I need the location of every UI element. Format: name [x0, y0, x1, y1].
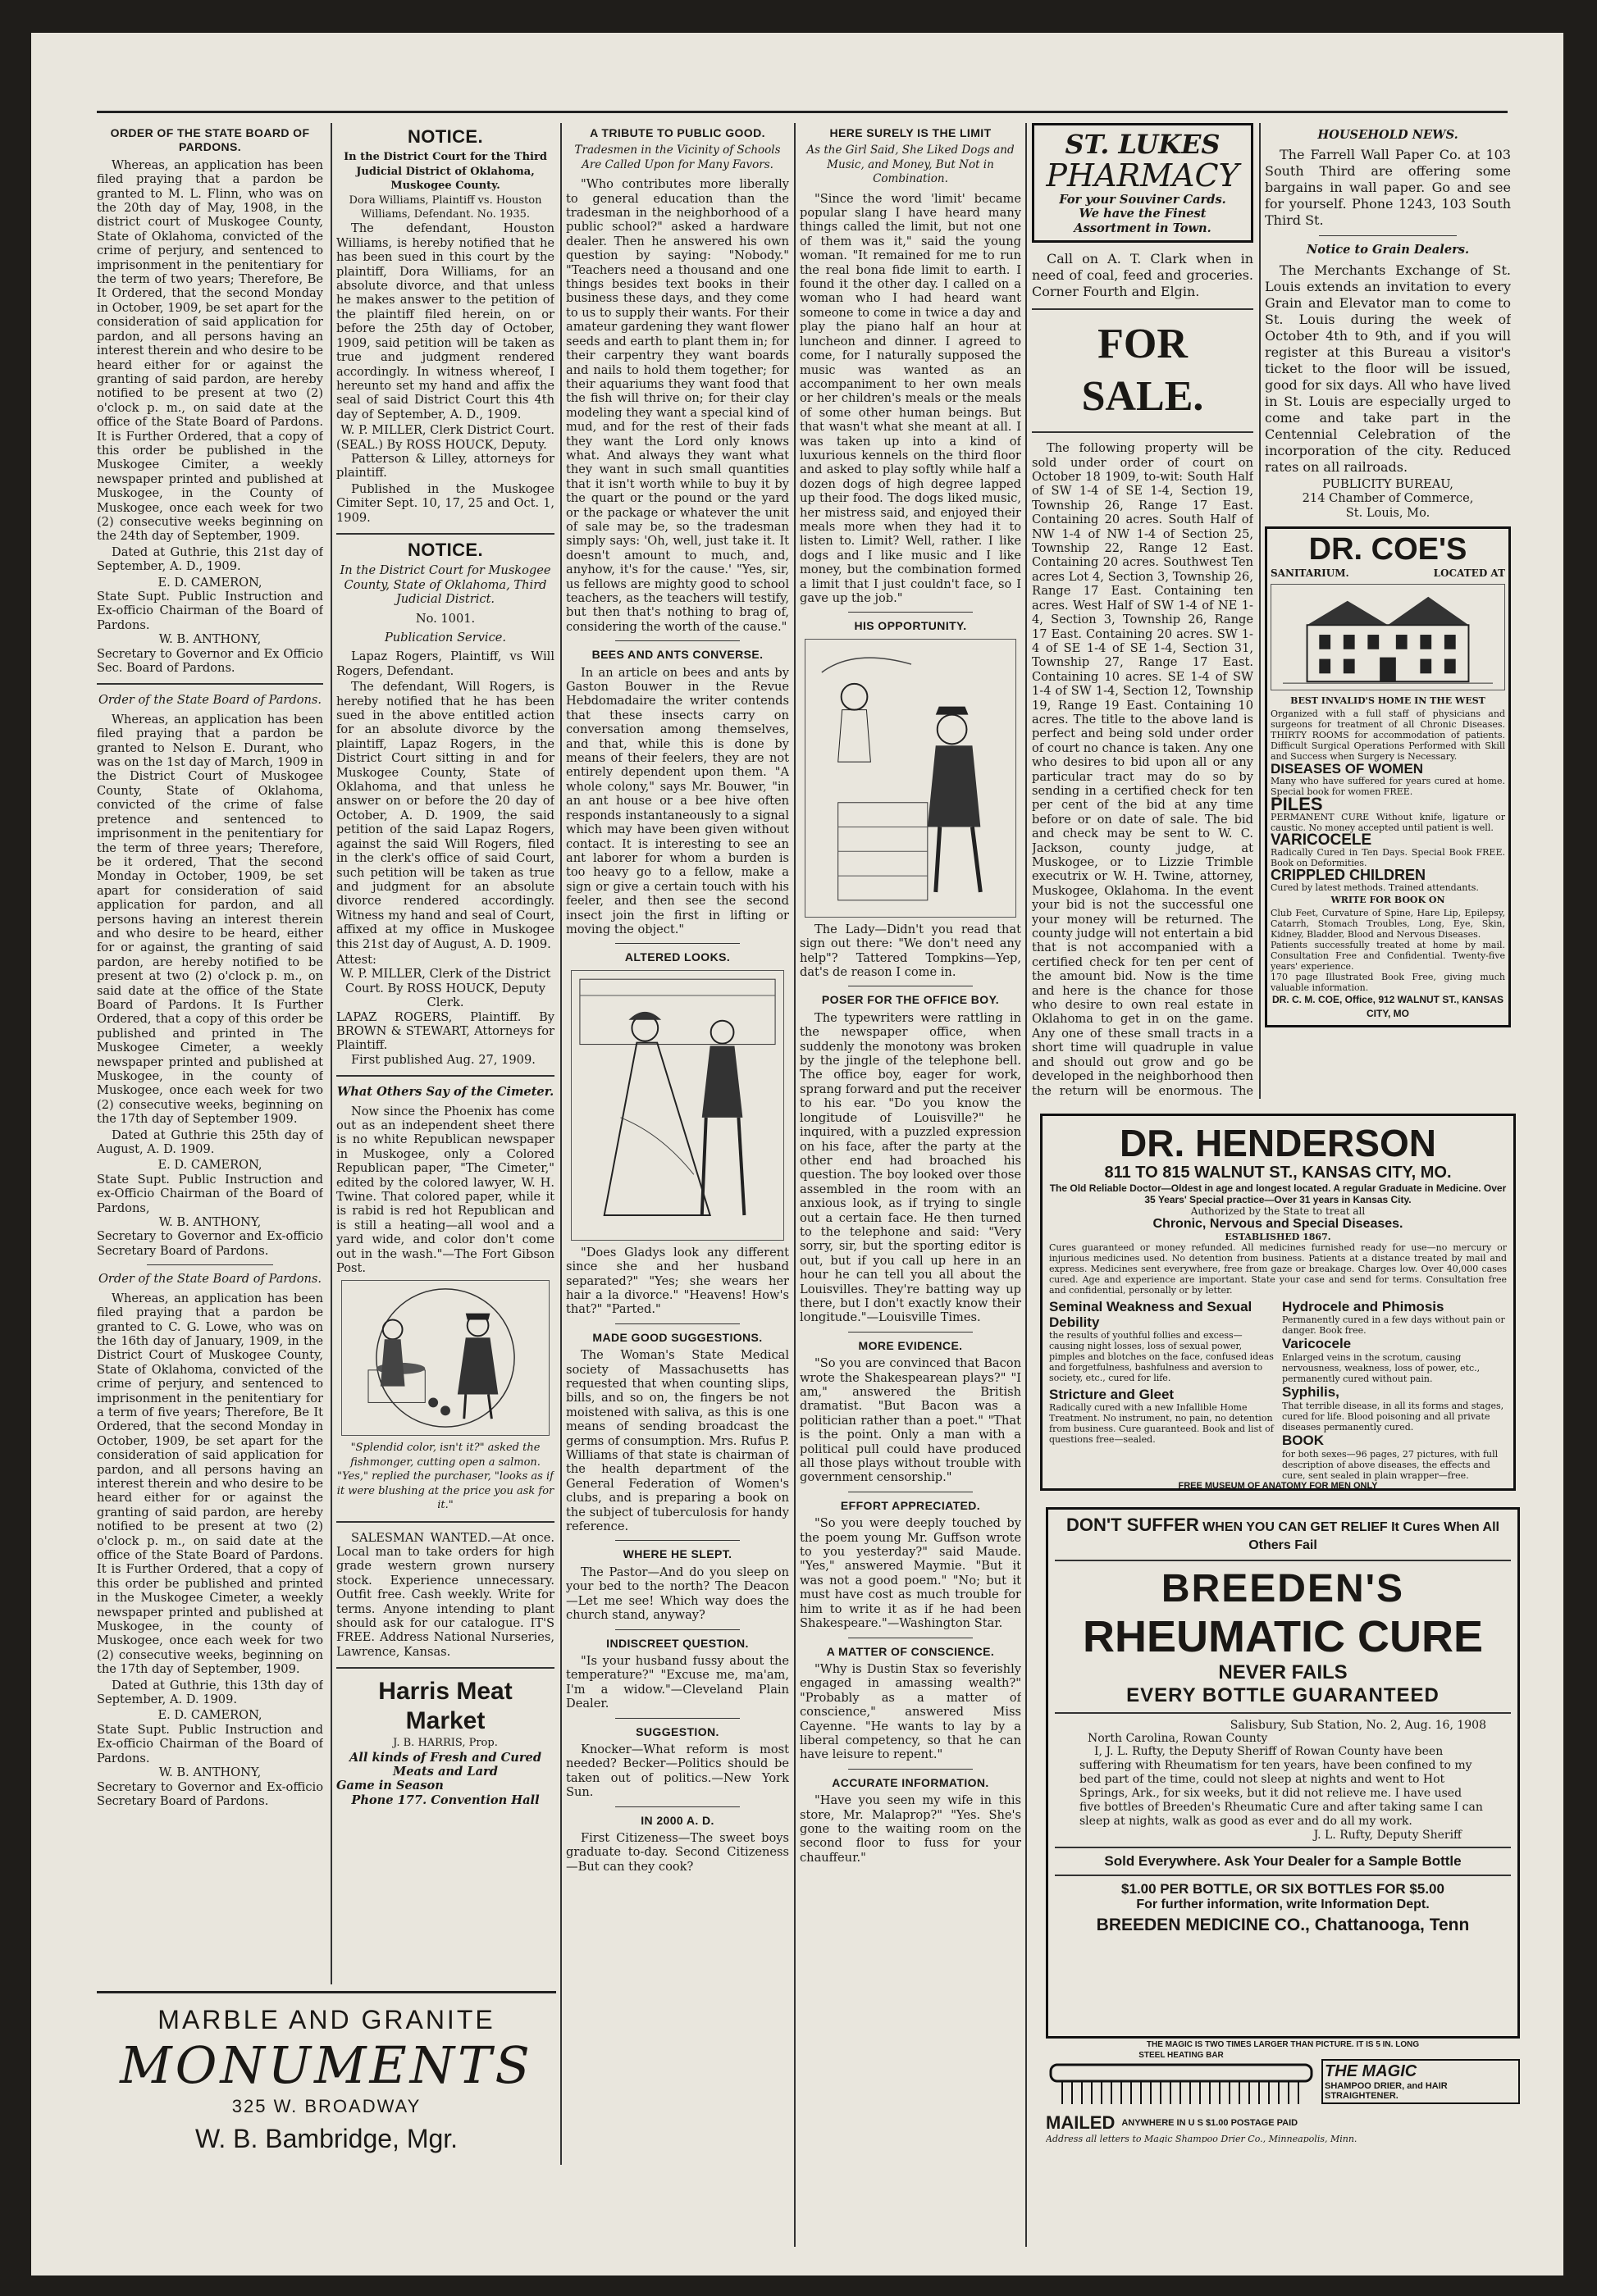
- grain-sig2: 214 Chamber of Commerce,: [1302, 491, 1474, 506]
- breeden-title2: RHEUMATIC CURE: [1083, 1612, 1483, 1661]
- column-rule: [331, 123, 332, 1984]
- column-5: [1032, 123, 1253, 1099]
- separator: [615, 1806, 740, 1807]
- breeden-testimonial-place: North Carolina, Rowan County: [1088, 1732, 1268, 1745]
- magic-mailed-text: ANYWHERE IN U S $1.00 POSTAGE PAID: [1121, 2118, 1298, 2128]
- info-text: "Have you seen my wife in this store, Mr. Malaprop?" "Yes. She's gone to the waiting room on the second floor to fuss for your chauffeur.": [800, 1793, 1021, 1865]
- stlukes-line1: For your Souviner Cards.: [1059, 193, 1226, 207]
- column-3: [566, 123, 789, 2247]
- pardon3-sig1: E. D. CAMERON,: [157, 1708, 262, 1723]
- column-rule: [794, 123, 796, 2247]
- grain-sig1: PUBLICITY BUREAU,: [1322, 476, 1453, 491]
- notice2-parties: Lapaz Rogers, Plaintiff, vs Will Rogers, Defendant.: [336, 649, 554, 678]
- magic-name: THE MAGIC: [1325, 2062, 1417, 2080]
- grain-title: Notice to Grain Dealers.: [1306, 243, 1470, 257]
- pardon2-title: Order of the State Board of Pardons.: [98, 693, 322, 708]
- column-rule: [1025, 123, 1027, 2247]
- pardon1-sig1: E. D. CAMERON,: [157, 575, 262, 590]
- notice1-text: The defendant, Houston Williams, is hereby notified that he has been sued in this court by the plaintiff, Dora Williams, for an absolute divorce, and that unless he makes answer to the petition of the plaintiff filed herein, on or before the 25th day of October, 1909, said petition will be taken as true and judgment rendered accordingly. In witness whereof, I hereunto set my hand and affix the seal of said District Court this 4th day of September, A. D., 1909.: [336, 221, 554, 421]
- top-rule: [97, 111, 1508, 113]
- henderson-museum: FREE MUSEUM OF ANATOMY FOR MEN ONLY: [1178, 1481, 1378, 1491]
- henderson-book-text: for both sexes—96 pages, 27 pictures, with full description of above diseases, the effects and cure, sent sealed in plain wrapper—free.: [1282, 1449, 1499, 1481]
- suggest-text: The Woman's State Medical society of Massachusetts has requested that when counting slips, bills, and so on, the fingers be not moistened with saliva, as this is one means of sending broadcast the germs of consumption. Mrs. Rufus P. Williams of that state is chairman of the health department of the General Federation of Women's clubs, and is preparing a book on the subject of tuberculosis for handy reference.: [566, 1348, 789, 1534]
- notice2-pub: First published Aug. 27, 1909.: [351, 1052, 536, 1067]
- harris-game: Game in Season: [336, 1779, 444, 1793]
- coe-patients: Patients successfully treated at home by mail. Consultation Free and Confidential. Twenty-five years' experience.: [1271, 939, 1505, 972]
- separator: [97, 683, 323, 685]
- tramp-drawing: [805, 640, 1015, 917]
- henderson-hydrocele: Hydrocele and Phimosis: [1282, 1299, 1444, 1314]
- suggestion-text: Knocker—What reform is most needed? Becker—Politics should be taken out of politics.—New York Sun.: [566, 1742, 789, 1800]
- ad2000-title: IN 2000 A. D.: [641, 1813, 714, 1827]
- others-title: What Others Say of the Cimeter.: [336, 1085, 554, 1100]
- stlukes-ad: [1032, 123, 1253, 243]
- fishmonger-cartoon: [341, 1280, 550, 1436]
- coe-best: BEST INVALID'S HOME IN THE WEST: [1290, 695, 1485, 707]
- suggest-title: MADE GOOD SUGGESTIONS.: [592, 1330, 763, 1344]
- coe-women-text: Many who have suffered for years cured at home. Special book for women FREE.: [1271, 776, 1505, 798]
- indiscreet-title: INDISCREET QUESTION.: [606, 1636, 749, 1650]
- harris-phone: Phone 177. Convention Hall: [351, 1793, 540, 1807]
- separator: [336, 533, 554, 535]
- pardon3-text: Whereas, an application has been filed praying that a pardon be granted to C. G. Lowe, who was on the 16th day of January, 1909, in the District Court of Muskogee County, State of Oklahoma, convicted of the crime of perjury, and sentenced to imprisonment in the penitentiary for a term of five years; Therefore, Be It Ordered, that the second Monday in October, 1909, be set apart for the consideration of said application for pardon, and all persons having an interest therein and who desire to be heard either for or against the granting of said pardon, are hereby notified to be present at two (2) o'clock p. m., on said date at the office of the State Board of Pardons. It is Further Ordered, that a copy of this order be published and printed in the Muskogee Cimeter, a weekly newspaper printed and published at Muskogee, in the county of Muskogee, once each week for two (2) consecutive weeks, beginning on the 17th day of September, 1909.: [97, 1291, 323, 1677]
- household-text: The Farrell Wall Paper Co. at 103 South Third are offering some bargains in wall paper. Go and see for yourself. Phone 1243, 103 South Third St.: [1265, 147, 1511, 229]
- limit-text: "Since the word 'limit' became popular slang I have heard many things called the limit, but not one of them was it," said the young woman. "It remained for me to run the real bona fide limit to earth. I found it the other day. I called on a woman who I had heard want someone to come in twice a day and play the piano half an hour at luncheon and dinner. I agreed to come, for I naturally supposed the music was wanted as an accompaniment to her own meals or her children's meals or the meals of some other human beings. But that wasn't what she meant at all. I was taken up into a kind of luxurious kennels on the third floor and asked to play softly while half a dozen dogs of high degree lapped up their food. The dogs liked music, her mistress said, and enjoyed their meals more when they had it to listen to. Limit? Well, rather. I like dogs and I like music and I like money, but the combination formed a limit that I just couldn't face, so I gave up the job.": [800, 191, 1021, 605]
- sanitarium-illustration: [1271, 584, 1505, 690]
- breeden-top: DON'T SUFFER: [1066, 1515, 1199, 1535]
- bees-text: In an article on bees and ants by Gaston Bouwer in the Revue Hebdomadaire the writer contends that these insects carry on conversation among themselves, and that, while this is done by means of their feelers, they are not entirely dependent upon them. "A whole colony," says Mr. Bouwer, "in an ant house or a bee hive often responds instantaneously to a signal which may have been given without contact. It is interesting to see an ant laborer for whom a burden is too heavy go to a fellow, make a sign or give a certain touch with his feeler, and then see the second insect join the first in lifting or moving the object.": [566, 665, 789, 936]
- henderson-seminal-text: the results of youthful follies and excess—causing night losses, loss of sexual power, pimples and blotches on the face, confused ideas and forgetfulness, bashfulness and aversion to society, etc., cured for life.: [1049, 1330, 1274, 1383]
- henderson-syphilis-text: That terrible disease, in all its forms and stages, cured for life. Blood poisoning and all private diseases permanently cured.: [1282, 1401, 1504, 1433]
- notice2-attest: Attest:: [336, 952, 376, 967]
- pardon3-sig2: W. B. ANTHONY,: [158, 1765, 262, 1780]
- ad2000-text: First Citizeness—The sweet boys graduate to-day. Second Citizeness—But can they cook?: [566, 1830, 789, 1874]
- monuments-line2: MONUMENTS: [120, 2035, 533, 2095]
- coe-women: DISEASES OF WOMEN: [1271, 760, 1424, 777]
- breeden-testimonial-text: I, J. L. Rufty, the Deputy Sheriff of Rowan County have been suffering with Rheumatism for ten years, have been confined to my bed part of the time, could not sleep at nights and went to Hot Springs, Ark., for six weeks, but it did not relieve me. I have used five bottles of Breeden's Rheumatic Cure and after taking same I can sleep at nights, walk as good as ever and do all my work.: [1079, 1745, 1483, 1828]
- separator: [1055, 1712, 1511, 1714]
- column-1: [97, 123, 323, 1976]
- henderson-title: DR. HENDERSON: [1120, 1122, 1436, 1164]
- henderson-book: BOOK: [1282, 1433, 1324, 1448]
- separator: [1032, 308, 1253, 310]
- separator: [848, 612, 972, 613]
- separator: [1032, 431, 1253, 433]
- coe-write: WRITE FOR BOOK ON: [1330, 895, 1445, 906]
- slept-text: The Pastor—And do you sleep on your bed to the north? The Deacon—Let me see! Which way does the church stand, anyway?: [566, 1565, 789, 1623]
- notice1-court: In the District Court for the Third Judicial District of Oklahoma, Muskogee County.: [344, 151, 547, 193]
- henderson-hydrocele-text: Permanently cured in a few days without pain or danger. Book free.: [1282, 1314, 1505, 1336]
- notice2-no: No. 1001.: [415, 611, 476, 626]
- monuments-line3: 325 W. BROADWAY: [231, 2096, 422, 2116]
- opportunity-title: HIS OPPORTUNITY.: [854, 619, 967, 633]
- pardon2-sig2: W. B. ANTHONY,: [158, 1215, 262, 1230]
- breeden-guaranteed: EVERY BOTTLE GUARANTEED: [1126, 1684, 1440, 1706]
- info-title: ACCURATE INFORMATION.: [832, 1775, 989, 1789]
- separator: [336, 1075, 554, 1077]
- separator: [147, 1264, 274, 1265]
- column-rule: [560, 123, 562, 2165]
- bees-title: BEES AND ANTS CONVERSE.: [591, 648, 764, 662]
- grain-sig3: St. Louis, Mo.: [1345, 505, 1430, 520]
- breeden-price: $1.00 PER BOTTLE, OR SIX BOTTLES FOR $5.00: [1121, 1881, 1444, 1897]
- column-4: [800, 123, 1021, 2247]
- separator: [1055, 1875, 1511, 1876]
- limit-title: HERE SURELY IS THE LIMIT: [829, 126, 992, 139]
- separator: [1319, 235, 1457, 236]
- poser-text: The typewriters were rattling in the newspaper office, when suddenly the monotony was broken by the jingle of the telephone bell. The office boy, eager for work, sprang forward and put the receiver to his ear. "Do you know the longitude of Louisville?" he inquired, with a puzzled expression on his face, after the party at the other end had broached his question. The boy looked over those assembled in the room with an anxious look, as if trying to single out a certain face. He then turned to the telephone and said: "Very sorry, sir, but the sporting editor is out, but if you call up here in an hour he can tell you all about the Louisvilles. They're batting way up there, but I don't exactly know their longitude."—Louisville Times.: [800, 1010, 1021, 1325]
- conscience-title: A MATTER OF CONSCIENCE.: [826, 1644, 995, 1658]
- coe-varicocele: VARICOCELE: [1271, 831, 1372, 849]
- magic-top: THE MAGIC IS TWO TIMES LARGER THAN PICTURE. IT IS 5 IN. LONG: [1146, 2040, 1420, 2049]
- notice2-court: In the District Court for Muskogee County, State of Oklahoma, Third Judicial District.: [340, 563, 551, 607]
- pardon3-title: Order of the State Board of Pardons.: [98, 1272, 322, 1287]
- breeden-info: For further information, write Information Dept.: [1136, 1897, 1430, 1911]
- pardon1-text: Whereas, an application has been filed praying that a pardon be granted to M. L. Flinn, who was on the 20th day of May, 1908, in the district court of Muskogee County, State of Oklahoma, convicted of the crime of perjury, and sentenced to imprisonment in the penitentiary for the term of two years; Therefore, Be It Ordered, that the second Monday in October, 1909, be set apart for the consideration of said application for pardon, and all persons having an interest therein and who desire to be heard either for or against the granting of said pardon, are hereby notified to be present at two (2) o'clock p. m., on said date at the office of the State Board of Pardons. It is Further Ordered, that a copy of this order be published in the Muskogee Cimiter, a weekly newspaper printed and published at Muskogee, in the County of Muskogee, once each week for two (2) consecutive weeks beginning on the 24th day of September, 1909.: [97, 157, 323, 544]
- magic-name2: SHAMPOO DRIER, and HAIR STRAIGHTENER.: [1325, 2081, 1448, 2101]
- pardon2-sig1: E. D. CAMERON,: [157, 1158, 262, 1173]
- monuments-ad: [97, 1991, 556, 2171]
- coe-piles: PILES: [1271, 794, 1323, 815]
- separator: [336, 1521, 554, 1523]
- poser-title: POSER FOR THE OFFICE BOY.: [821, 993, 1000, 1007]
- couple-drawing: [572, 971, 783, 1240]
- slept-title: WHERE HE SLEPT.: [623, 1547, 732, 1561]
- forsale-text: The following property will be sold under order of court on October 18 1909, to-wit: South Half of SW 1-4 of SE 1-4, Section 19, Township 26, Range 17 East. Containing 20 acres. South Half of NW 1-4 of NW 1-4 of Section 25, Township 22, Range 12 East. Containing 20 acres. Southwest Ten acres Lot 4, Section 3, Township 26, Range 17 East. Containing ten acres. West Half of SW 1-4 of NE 1-4, Section 3, Township 26, Range 17 East. Containing 20 acres. SW 1-4 of SE 1-4 of SE 1-4, Section 31, Township 27, Range 17 East. Containing 10 acres. SE 1-4 of SW 1-4 of SW 1-4, Section 12, Township 19, Range 19 East. Containing 10 acres. The title to the above land is perfect and being sold under order of court no chance is taken. Any one who desires to bid upon all or any particular tract may do so by sending in a certified check for ten per cent of the bid at any time before or on date of sale. The bid and check may be sent to W. C. Jackson, county judge, at Muskogee, or to Lizzie Trimble executrix or W. H. Twine, attorney, Muskogee, Oklahoma. In the event your bid is not the successful one your money will be returned. The county judge will not entertain a bid that is not accompanied with a certified check for ten per cent of the amount bid. Now is the time and here is the chance for those who desire to own real estate in Oklahoma to get in on the game. Any one of these small tracts in a short time will quadruple in value and should out grow and go be developed in the neighborhood then the return will be enormous. The: [1032, 441, 1253, 1098]
- coe-piles-text: PERMANENT CURE Without knife, ligature or caustic. No money accepted until patient is well.: [1271, 811, 1505, 833]
- separator: [1055, 1560, 1511, 1561]
- pardon2-sig2-title: Secretary to Governor and Ex-officio Secretary Board of Pardons.: [97, 1229, 323, 1258]
- notice1-sig: W. P. MILLER, Clerk District Court.: [340, 423, 554, 438]
- pardon3-sig1-title: State Supt. Public Instruction and Ex-officio Chairman of the Board of Pardons.: [97, 1722, 323, 1765]
- effort-text: "So you were deeply touched by the poem young Mr. Guffson wrote to you yesterday?" said Maude. "Yes," answered Maymie. "But it was not a good poem." "No; but it must have cost as much trouble for him to write it as if he had been Shakespeare."—Washington Star.: [800, 1516, 1021, 1631]
- conscience-text: "Why is Dustin Stax so feverishly engaged in amassing wealth?" "Probably as a matter of conscience," answered Miss Cayenne. "He wants to lay by a liberal competency, so that he can have leisure to repent.": [800, 1661, 1021, 1762]
- notice2-text: The defendant, Will Rogers, is hereby notified that he has been sued in the above entitled action for an absolute divorce by the plaintiff, Lapaz Rogers, in the District Court sitting in and for Muskogee County, State of Oklahoma, and that unless he answer on or before the 20 day of October, A. D. 1909, the said petition of the said Lapaz Rogers, against the said Will Rogers, filed in the clerk's office of said Court, such petition will be taken as true and judgment for an absolute divorce rendered accordingly. Witness my hand and seal of Court, affixed at my office in Muskogee this 21st day of August, A. D. 1909.: [336, 680, 554, 951]
- magic-address: Address all letters to Magic Shampoo Drier Co., Minneapolis, Minn.: [1046, 2134, 1357, 2143]
- henderson-chronic: Chronic, Nervous and Special Diseases.: [1152, 1217, 1403, 1231]
- breeden-testimonial-sig: J. L. Rufty, Deputy Sheriff: [1313, 1829, 1462, 1842]
- coe-ad: [1265, 526, 1511, 1027]
- altered-looks-illustration: [571, 970, 784, 1241]
- indiscreet-text: "Is your husband fussy about the temperature?" "Excuse me, ma'am, I'm a widow."—Cleveland Plain Dealer.: [566, 1653, 789, 1711]
- henderson-seminal: Seminal Weakness and Sexual Debility: [1049, 1299, 1253, 1330]
- stlukes-line2: We have the Finest Assortment in Town.: [1074, 207, 1211, 235]
- suggestion-title: SUGGESTION.: [636, 1724, 719, 1738]
- opportunity-illustration: [805, 639, 1016, 918]
- cartoon-caption: "Splendid color, isn't it?" asked the fishmonger, cutting open a salmon. "Yes," replied the purchaser, "looks as if it were blushing at the price you ask for it.": [336, 1442, 554, 1512]
- separator: [615, 1323, 740, 1324]
- separator: [615, 1718, 740, 1719]
- breeden-ad: [1046, 1507, 1520, 2039]
- coe-crippled: CRIPPLED CHILDREN: [1271, 867, 1426, 884]
- column-2: [336, 123, 554, 1984]
- clark-text: Call on A. T. Clark when in need of coal, feed and groceries. Corner Fourth and Elgin.: [1032, 251, 1253, 300]
- separator: [336, 1667, 554, 1669]
- henderson-syphilis: Syphilis,: [1282, 1384, 1339, 1400]
- pardon2-text: Whereas, an application has been filed praying that a pardon be granted to Nelson E. Durant, who was on the 1st day of March, 1909 in the District Court of Muskogee County, State of Oklahoma, convicted of the crime of false pretence and sentenced to imprisonment in the penitentiary for the term of three years; Therefore, be it ordered, That the second Monday in October, 1909, be set apart for consideration of said application for pardon, and all persons having an interest therein and who desire to be heard, either for or against, the granting of said pardon, are hereby notified to be present at two (2) o'clock p. m., on said date at the office of the State Board of Pardons. It Is Further Ordered, that a copy of this order be published and printed in The Muskogee Cimeter, a weekly newspaper printed and published at Muskogee, in the county of Muskogee, once each week for two (2) consecutive weeks, beginning on the 17th day of September 1909.: [97, 712, 323, 1127]
- tribute-text: "Who contributes more liberally to general education than the tradesman in the neighborhood of a public school?" asked a hardware dealer. Then he answered his own question by saying: "Nobody." "Teachers need a thousand and one things besides text books in their business these days, and they come to us to supply their wants. For their amateur gardening they want flower seeds and earth to plant them in; for their carpentry they want boards and nails to hold them together; for their aquariums they want food that the fish will thrive on; for their clay modeling they want a special kind of mud, and for the rest of their fads they want the Lord only knows what. And always they want what they want in such small quantities that it isn't worth while to buy it by the quart or the pound or the yard or the package or whatever the unit of sale may be, so the tradesman simply says: 'Oh, well, just take it. It doesn't amount to much, and, anyhow, it's for the cause.' "Yes, sir, us fellows are mighty good to school teachers, as the teachers will testify, but then that's nothing to brag of, considering the worth of the cause.": [566, 177, 789, 634]
- henderson-varicocele: Varicocele: [1282, 1336, 1352, 1351]
- building-drawing: [1271, 585, 1504, 690]
- notice2-service: Publication Service.: [384, 631, 507, 645]
- breeden-company: BREEDEN MEDICINE CO., Chattanooga, Tenn: [1096, 1916, 1470, 1934]
- opportunity-text: The Lady—Didn't you read that sign out there: "We don't need any help"? Tattered Tompkins—Yep, dat's de reason I come in.: [800, 922, 1021, 980]
- breeden-never: NEVER FAILS: [1218, 1661, 1348, 1683]
- henderson-ad: [1040, 1114, 1516, 1491]
- magic-mailed: MAILED: [1046, 2112, 1116, 2133]
- pardon1-sig1-title: State Supt. Public Instruction and Ex-officio Chairman of the Board of Pardons.: [97, 590, 323, 632]
- coe-varicocele-text: Radically Cured in Ten Days. Special Book FREE. Book on Deformities.: [1271, 847, 1505, 869]
- coe-title: DR. COE'S: [1308, 532, 1467, 567]
- comb-icon: [1046, 2060, 1316, 2109]
- henderson-line1: The Old Reliable Doctor—Oldest in age and longest located. A regular Graduate in Medicine. Over 35 Years' Special practice—Over 31 years in Kansas City.: [1049, 1182, 1507, 1205]
- notice1-pub: Published in the Muskogee Cimiter Sept. 10, 17, 25 and Oct. 1, 1909.: [336, 481, 554, 525]
- harris-line: All kinds of Fresh and Cured Meats and Lard: [349, 1750, 542, 1779]
- limit-sub: As the Girl Said, She Liked Dogs and Music, and Money, But Not in Combination.: [806, 144, 1015, 186]
- column-rule: [1259, 123, 1261, 1099]
- separator: [615, 1629, 740, 1630]
- notice1-seal: (SEAL.) By ROSS HOUCK, Deputy.: [336, 437, 547, 452]
- henderson-stricture: Stricture and Gleet: [1049, 1387, 1175, 1402]
- pardon1-sig2: W. B. ANTHONY,: [158, 632, 262, 647]
- magic-ad: [1046, 2040, 1520, 2143]
- notice1-title: NOTICE.: [407, 126, 484, 147]
- pardon3-sig2-title: Secretary to Governor and Ex-officio Secretary Board of Pardons.: [97, 1779, 323, 1808]
- henderson-authorized: Authorized by the State to treat all: [1190, 1205, 1366, 1217]
- household-title: HOUSEHOLD NEWS.: [1317, 128, 1458, 142]
- pardon3-dated: Dated at Guthrie, this 13th day of September, A. D. 1909.: [97, 1678, 323, 1707]
- separator: [615, 640, 740, 641]
- coe-crippled-text: Cured by latest methods. Trained attendants.: [1271, 882, 1479, 894]
- coe-located: LOCATED AT: [1433, 567, 1505, 580]
- harris-title: Harris Meat Market: [378, 1678, 513, 1735]
- pardon1-dated: Dated at Guthrie, this 21st day of September, A. D., 1909.: [97, 544, 323, 574]
- tribute-sub: Tradesmen in the Vicinity of Schools Are Called Upon for Many Favors.: [574, 144, 781, 171]
- others-text: Now since the Phoenix has come out as an independent sheet there is no white Republican newspaper in Muskogee, only a Colored Republican paper, "The Cimeter," edited by the colored lawyer, W. H. Twine. That colored paper, while it is rabid is red hot Republican and is still a heating—all wool and a yard wide, and color don't come out in the wash."—The Fort Gibson Post.: [336, 1104, 554, 1276]
- notice2-title: NOTICE.: [407, 539, 484, 560]
- separator: [848, 1769, 972, 1770]
- henderson-address: 811 TO 815 WALNUT ST., KANSAS CITY, MO.: [1104, 1164, 1452, 1182]
- pardon2-dated: Dated at Guthrie this 25th day of August, A. D. 1909.: [97, 1128, 323, 1157]
- notice2-plaintiff: LAPAZ ROGERS, Plaintiff. By BROWN & STEWART, Attorneys for Plaintiff.: [336, 1009, 554, 1053]
- coe-list: Club Feet, Curvature of Spine, Hare Lip, Epilepsy, Catarrh, Stomach Troubles, Long, Eye, Skin, Kidney, Bladder, Blood and Nervous Diseases.: [1271, 907, 1505, 940]
- separator: [1055, 1847, 1511, 1848]
- pardon1-title: ORDER OF THE STATE BOARD OF PARDONS.: [110, 126, 310, 154]
- henderson-guarantee: Cures guaranteed or money refunded. All medicines furnished ready for use—no mercury or injurious medicines used. No detention from business. Patients at a distance treated by mail and express. Medicines sent everywhere, free from gaze or breakage. Charges low. Over 40,000 cases cured. Age and experience are important. State your case and send for terms. Consultation free and confidential, personally or by letter.: [1049, 1242, 1507, 1296]
- separator: [615, 1540, 740, 1541]
- pardon1-sig2-title: Secretary to Governor and Ex Officio Sec. Board of Pardons.: [97, 646, 323, 676]
- henderson-varicocele-text: Enlarged veins in the scrotum, causing nervousness, weakness, loss of power, etc., permanently cured without pain.: [1282, 1352, 1481, 1384]
- stlukes-pharmacy: PHARMACY: [1046, 157, 1239, 194]
- harris-prop: J. B. HARRIS, Prop.: [393, 1737, 498, 1750]
- newspaper-page: [31, 33, 1563, 2276]
- evidence-text: "So you are convinced that Bacon wrote the Shakespearean plays?" "I am," answered the British dramatist. "But Bacon was a politician rather than a poet." "That is the point. Only a man with a political pull could have produced all those plays without trouble with government censorship.": [800, 1356, 1021, 1485]
- breeden-title: BREEDEN'S: [1161, 1567, 1405, 1610]
- salesman-text: SALESMAN WANTED.—At once. Local man to take orders for high grade western grown nursery stock. Experience unnecessary. Outfit free. Cash weekly. Write for terms. Anyone intending to plant should ask for our catalogue. IT'S FREE. Address National Nurseries, Lawrence, Kansas.: [336, 1530, 554, 1659]
- notice1-attys: Patterson & Lilley, attorneys for plaintiff.: [336, 451, 554, 481]
- monuments-line1: MARBLE AND GRANITE: [157, 2005, 495, 2034]
- monuments-line4: W. B. Bambridge, Mgr.: [194, 2124, 459, 2153]
- altered-text: "Does Gladys look any different since she and her husband separated?" "Yes; she wears her hair a la divorce." "Heavens! How's that?" "Parted.": [566, 1245, 789, 1317]
- henderson-established: ESTABLISHED 1867.: [1225, 1232, 1331, 1242]
- evidence-title: MORE EVIDENCE.: [858, 1338, 963, 1352]
- coe-organized: Organized with a full staff of physicians and surgeons for treatment of all Chronic Diseases. THIRTY ROOMS for accommodation of patients. Difficult Surgical Operations Performed with Skill and Success when Surgery is Necessary.: [1271, 708, 1505, 762]
- tribute-title: A TRIBUTE TO PUBLIC GOOD.: [590, 126, 765, 139]
- coe-sanitarium: SANITARIUM.: [1271, 567, 1349, 580]
- effort-title: EFFORT APPRECIATED.: [840, 1498, 981, 1512]
- breeden-top2: WHEN YOU CAN GET RELIEF It Cures When All Others Fail: [1202, 1520, 1499, 1552]
- pardon2-sig1-title: State Supt. Public Instruction and ex-Officio Chairman of the Board of Pardons,: [97, 1172, 323, 1215]
- henderson-stricture-text: Radically cured with a new Infallible Home Treatment. No instrument, no pain, no detention from business. Cure guaranteed. Book and list of questions free—sealed.: [1049, 1402, 1274, 1445]
- separator: [615, 943, 740, 944]
- forsale-title: FOR SALE.: [1081, 321, 1204, 421]
- breeden-testimonial-head: Salisbury, Sub Station, No. 2, Aug. 16, 1908: [1230, 1719, 1486, 1732]
- notice1-parties: Dora Williams, Plaintiff vs. Houston Williams, Defendant. No. 1935.: [349, 194, 542, 221]
- coe-address: DR. C. M. COE, Office, 912 WALNUT ST., KANSAS CITY, MO: [1271, 993, 1504, 1020]
- notice2-sig: W. P. MILLER, Clerk of the District Court. By ROSS HOUCK, Deputy Clerk.: [340, 967, 551, 1010]
- fishmonger-illustration: [342, 1281, 549, 1435]
- column-6: [1265, 123, 1511, 1099]
- magic-steel: STEEL HEATING BAR: [1138, 2051, 1224, 2060]
- stlukes-title: ST. LUKES: [1065, 129, 1221, 160]
- breeden-sold: Sold Everywhere. Ask Your Dealer for a Sample Bottle: [1104, 1853, 1462, 1869]
- altered-title: ALTERED LOOKS.: [624, 950, 731, 964]
- grain-text: The Merchants Exchange of St. Louis extends an invitation to every Grain and Elevator man to come to St. Louis during the week of October 4th to 9th, and if you will register at this Bureau a visitor's ticket to the floor will be issued, good for six days. All who have lived in St. Louis are especially urged to come and take part in the Centennial Celebration of the incorporation of the city. Reduced rates on all railroads.: [1265, 262, 1511, 475]
- coe-book: 170 page Illustrated Book Free, giving much valuable information.: [1271, 971, 1505, 993]
